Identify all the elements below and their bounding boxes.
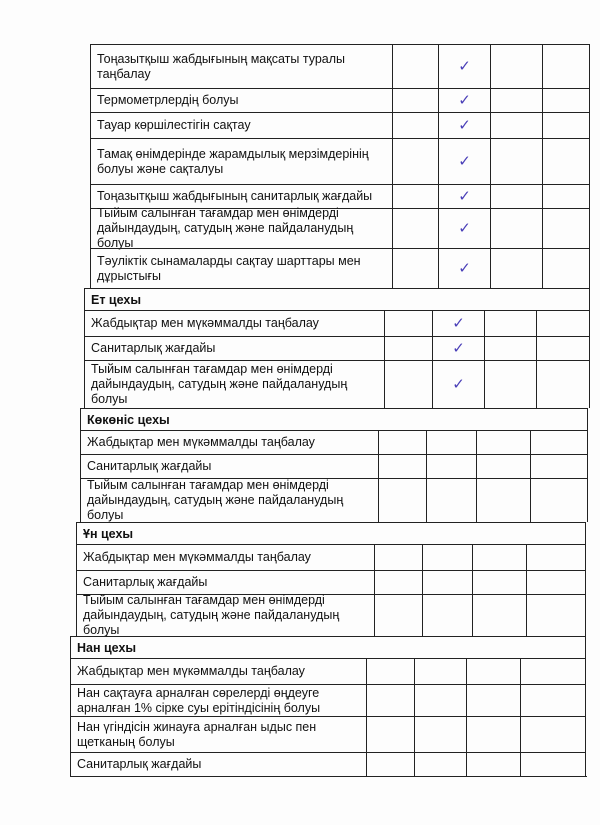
mark-cell-1[interactable]: [392, 138, 438, 184]
mark-cell-3[interactable]: [472, 544, 526, 570]
mark-cell-4[interactable]: [542, 184, 590, 208]
mark-cell-4[interactable]: [542, 44, 590, 88]
table-row: [90, 44, 590, 88]
mark-cell-2[interactable]: [438, 138, 490, 184]
mark-cell-2[interactable]: [414, 752, 466, 776]
table-row: [90, 112, 590, 138]
checkmark-icon: ✓: [452, 375, 465, 393]
mark-cell-4[interactable]: [530, 478, 588, 522]
mark-cell-3[interactable]: [484, 360, 536, 408]
mark-cell-4[interactable]: [536, 310, 590, 336]
mark-cell-1[interactable]: [392, 208, 438, 248]
mark-cell-4[interactable]: [542, 88, 590, 112]
criterion-label: Тыйым салынған тағамдар мен өнімдерді дайындаудың, сатудың және пайдаланудың болуы: [80, 478, 378, 522]
mark-cell-2[interactable]: [414, 684, 466, 716]
table-row: [84, 360, 590, 408]
mark-cell-4[interactable]: [530, 454, 588, 478]
mark-cell-1[interactable]: [392, 88, 438, 112]
mark-cell-1[interactable]: [384, 310, 432, 336]
criterion-label: Тауар көршілестігін сақтау: [90, 112, 392, 138]
table-row: [76, 594, 586, 636]
mark-cell-1[interactable]: [366, 752, 414, 776]
table-row: [90, 88, 590, 112]
mark-cell-4[interactable]: [542, 112, 590, 138]
criterion-label: Тоңазытқыш жабдығының мақсаты туралы таңбалау: [90, 44, 392, 88]
mark-cell-3[interactable]: [466, 658, 520, 684]
mark-cell-4[interactable]: [536, 336, 590, 360]
table-row: [76, 544, 586, 570]
table-row: [90, 208, 590, 248]
mark-cell-3[interactable]: [490, 44, 542, 88]
mark-cell-2[interactable]: [426, 430, 476, 454]
section-header: Ұн цехы: [76, 522, 586, 544]
mark-cell-1[interactable]: [374, 594, 422, 636]
mark-cell-4[interactable]: [520, 658, 586, 684]
checkmark-icon: ✓: [458, 57, 471, 75]
mark-cell-2[interactable]: [426, 454, 476, 478]
checkmark-icon: ✓: [458, 187, 471, 205]
mark-cell-1[interactable]: [378, 454, 426, 478]
criterion-label: Санитарлық жағдайы: [76, 570, 374, 594]
mark-cell-4[interactable]: [536, 360, 590, 408]
table-row: [70, 752, 586, 776]
table-row: [90, 138, 590, 184]
criterion-label: Жабдықтар мен мүкәммалды таңбалау: [76, 544, 374, 570]
criterion-label: Нан үгіндісін жинауға арналған ыдыс пен щетканың болуы: [70, 716, 366, 752]
criterion-label: Тәуліктік сынамаларды сақтау шарттары мен дұрыстығы: [90, 248, 392, 288]
mark-cell-3[interactable]: [476, 454, 530, 478]
criterion-label: Термометрлердің болуы: [90, 88, 392, 112]
section-header: Ет цехы: [84, 288, 590, 310]
criterion-label: Санитарлық жағдайы: [80, 454, 378, 478]
mark-cell-2[interactable]: [422, 594, 472, 636]
table-row: [90, 248, 590, 288]
table-row: [84, 336, 590, 360]
mark-cell-2[interactable]: [438, 248, 490, 288]
mark-cell-2[interactable]: [426, 478, 476, 522]
mark-cell-2[interactable]: [438, 88, 490, 112]
mark-cell-4[interactable]: [526, 570, 586, 594]
checkmark-icon: ✓: [458, 91, 471, 109]
checkmark-icon: ✓: [452, 314, 465, 332]
criterion-label: Жабдықтар мен мүкәммалды таңбалау: [70, 658, 366, 684]
criterion-label: Жабдықтар мен мүкәммалды таңбалау: [80, 430, 378, 454]
criterion-label: Тыйым салынған тағамдар мен өнімдерді дайындаудың, сатудың және пайдаланудың болуы: [76, 594, 374, 636]
mark-cell-2[interactable]: [432, 336, 484, 360]
mark-cell-3[interactable]: [472, 594, 526, 636]
mark-cell-3[interactable]: [484, 310, 536, 336]
mark-cell-1[interactable]: [374, 570, 422, 594]
mark-cell-2[interactable]: [432, 310, 484, 336]
mark-cell-1[interactable]: [366, 716, 414, 752]
criterion-label: Нан сақтауға арналған сөрелерді өңдеуге арналған 1% сірке суы ерітіндісінің болуы: [70, 684, 366, 716]
mark-cell-4[interactable]: [530, 430, 588, 454]
checkmark-icon: ✓: [458, 152, 471, 170]
table-row: [84, 310, 590, 336]
checkmark-icon: ✓: [452, 339, 465, 357]
table-row: [80, 430, 588, 454]
mark-cell-1[interactable]: [374, 544, 422, 570]
mark-cell-3[interactable]: [476, 478, 530, 522]
mark-cell-4[interactable]: [520, 752, 586, 776]
mark-cell-4[interactable]: [542, 208, 590, 248]
checkmark-icon: ✓: [458, 219, 471, 237]
mark-cell-3[interactable]: [490, 112, 542, 138]
mark-cell-1[interactable]: [384, 360, 432, 408]
criterion-label: Тыйым салынған тағамдар мен өнімдерді дайындаудың, сатудың және пайдаланудың болуы: [90, 208, 392, 248]
mark-cell-1[interactable]: [366, 658, 414, 684]
mark-cell-4[interactable]: [526, 544, 586, 570]
mark-cell-1[interactable]: [392, 248, 438, 288]
mark-cell-3[interactable]: [490, 138, 542, 184]
mark-cell-4[interactable]: [520, 716, 586, 752]
mark-cell-1[interactable]: [378, 430, 426, 454]
table-row: [90, 184, 590, 208]
criterion-label: Тамақ өнімдерінде жарамдылық мерзімдерінің болуы және сақталуы: [90, 138, 392, 184]
mark-cell-4[interactable]: [526, 594, 586, 636]
table-row: [70, 658, 586, 684]
table-row: [76, 570, 586, 594]
mark-cell-3[interactable]: [466, 752, 520, 776]
checkmark-icon: ✓: [458, 116, 471, 134]
mark-cell-2[interactable]: [438, 208, 490, 248]
table-row: [70, 716, 586, 752]
criterion-label: Тыйым салынған тағамдар мен өнімдерді дайындаудың, сатудың және пайдаланудың болуы: [84, 360, 384, 408]
mark-cell-1[interactable]: [392, 44, 438, 88]
table-row: [70, 684, 586, 716]
table-row: [80, 478, 588, 522]
mark-cell-3[interactable]: [476, 430, 530, 454]
mark-cell-2[interactable]: [438, 112, 490, 138]
mark-cell-4[interactable]: [520, 684, 586, 716]
mark-cell-3[interactable]: [484, 336, 536, 360]
mark-cell-1[interactable]: [378, 478, 426, 522]
criterion-label: Санитарлық жағдайы: [84, 336, 384, 360]
mark-cell-2[interactable]: [422, 570, 472, 594]
mark-cell-1[interactable]: [366, 684, 414, 716]
mark-cell-3[interactable]: [466, 716, 520, 752]
mark-cell-2[interactable]: [438, 44, 490, 88]
mark-cell-2[interactable]: [438, 184, 490, 208]
mark-cell-1[interactable]: [392, 112, 438, 138]
mark-cell-2[interactable]: [414, 716, 466, 752]
table-bottom-border: [70, 776, 587, 777]
criterion-label: Тоңазытқыш жабдығының санитарлық жағдайы: [90, 184, 392, 208]
mark-cell-3[interactable]: [466, 684, 520, 716]
section-header: Нан цехы: [70, 636, 586, 658]
mark-cell-1[interactable]: [392, 184, 438, 208]
table-row: [80, 454, 588, 478]
mark-cell-4[interactable]: [542, 248, 590, 288]
mark-cell-2[interactable]: [422, 544, 472, 570]
mark-cell-3[interactable]: [472, 570, 526, 594]
mark-cell-2[interactable]: [432, 360, 484, 408]
checkmark-icon: ✓: [458, 259, 471, 277]
mark-cell-3[interactable]: [490, 208, 542, 248]
criterion-label: Жабдықтар мен мүкәммалды таңбалау: [84, 310, 384, 336]
criterion-label: Санитарлық жағдайы: [70, 752, 366, 776]
mark-cell-3[interactable]: [490, 248, 542, 288]
mark-cell-4[interactable]: [542, 138, 590, 184]
mark-cell-3[interactable]: [490, 88, 542, 112]
mark-cell-3[interactable]: [490, 184, 542, 208]
mark-cell-1[interactable]: [384, 336, 432, 360]
section-header: Көкөніс цехы: [80, 408, 588, 430]
mark-cell-2[interactable]: [414, 658, 466, 684]
